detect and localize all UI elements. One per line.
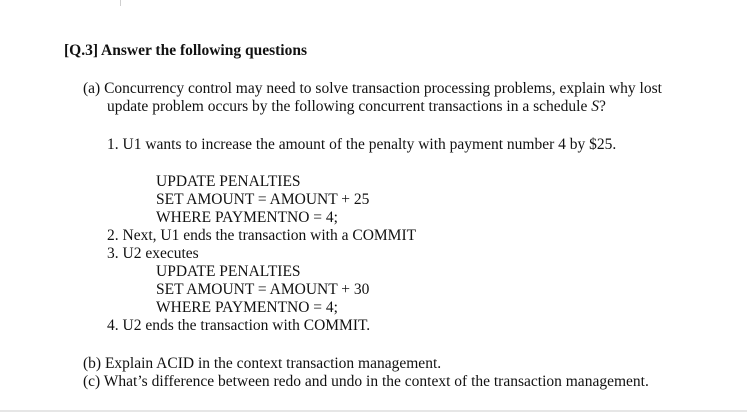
part-b: (b) Explain ACID in the context transaction management. (83, 355, 442, 372)
part-a-line-2-text: update problem occurs by the following concurrent transactions in a schedule (107, 98, 592, 115)
step-3: 3. U2 executes (107, 245, 199, 262)
question-heading: [Q.3] Answer the following questions (64, 42, 307, 59)
sql2-line-2: SET AMOUNT = AMOUNT + 30 (156, 281, 370, 298)
sql1-line-3: WHERE PAYMENTNO = 4; (156, 209, 338, 226)
part-a-line-2-end: ? (598, 98, 606, 115)
step-2: 2. Next, U1 ends the transaction with a COMMIT (107, 227, 417, 244)
step-4: 4. U2 ends the transaction with COMMIT. (107, 317, 371, 334)
sql1-line-2: SET AMOUNT = AMOUNT + 25 (156, 191, 370, 208)
part-a-line-2 (107, 98, 606, 116)
schedule-variable: S (591, 98, 599, 115)
sql1-line-1: UPDATE PENALTIES (156, 173, 301, 190)
sql2-line-3: WHERE PAYMENTNO = 4; (156, 299, 338, 316)
sql2-line-1: UPDATE PENALTIES (156, 263, 301, 280)
part-c: (c) What’s difference between redo and undo in the context of the transaction management. (83, 373, 649, 390)
part-a-line-1: (a) Concurrency control may need to solve transaction processing problems, explain why lost (83, 80, 662, 97)
top-margin-tick (120, 0, 121, 6)
step-1: 1. U1 wants to increase the amount of the penalty with payment number 4 by $25. (107, 136, 617, 153)
